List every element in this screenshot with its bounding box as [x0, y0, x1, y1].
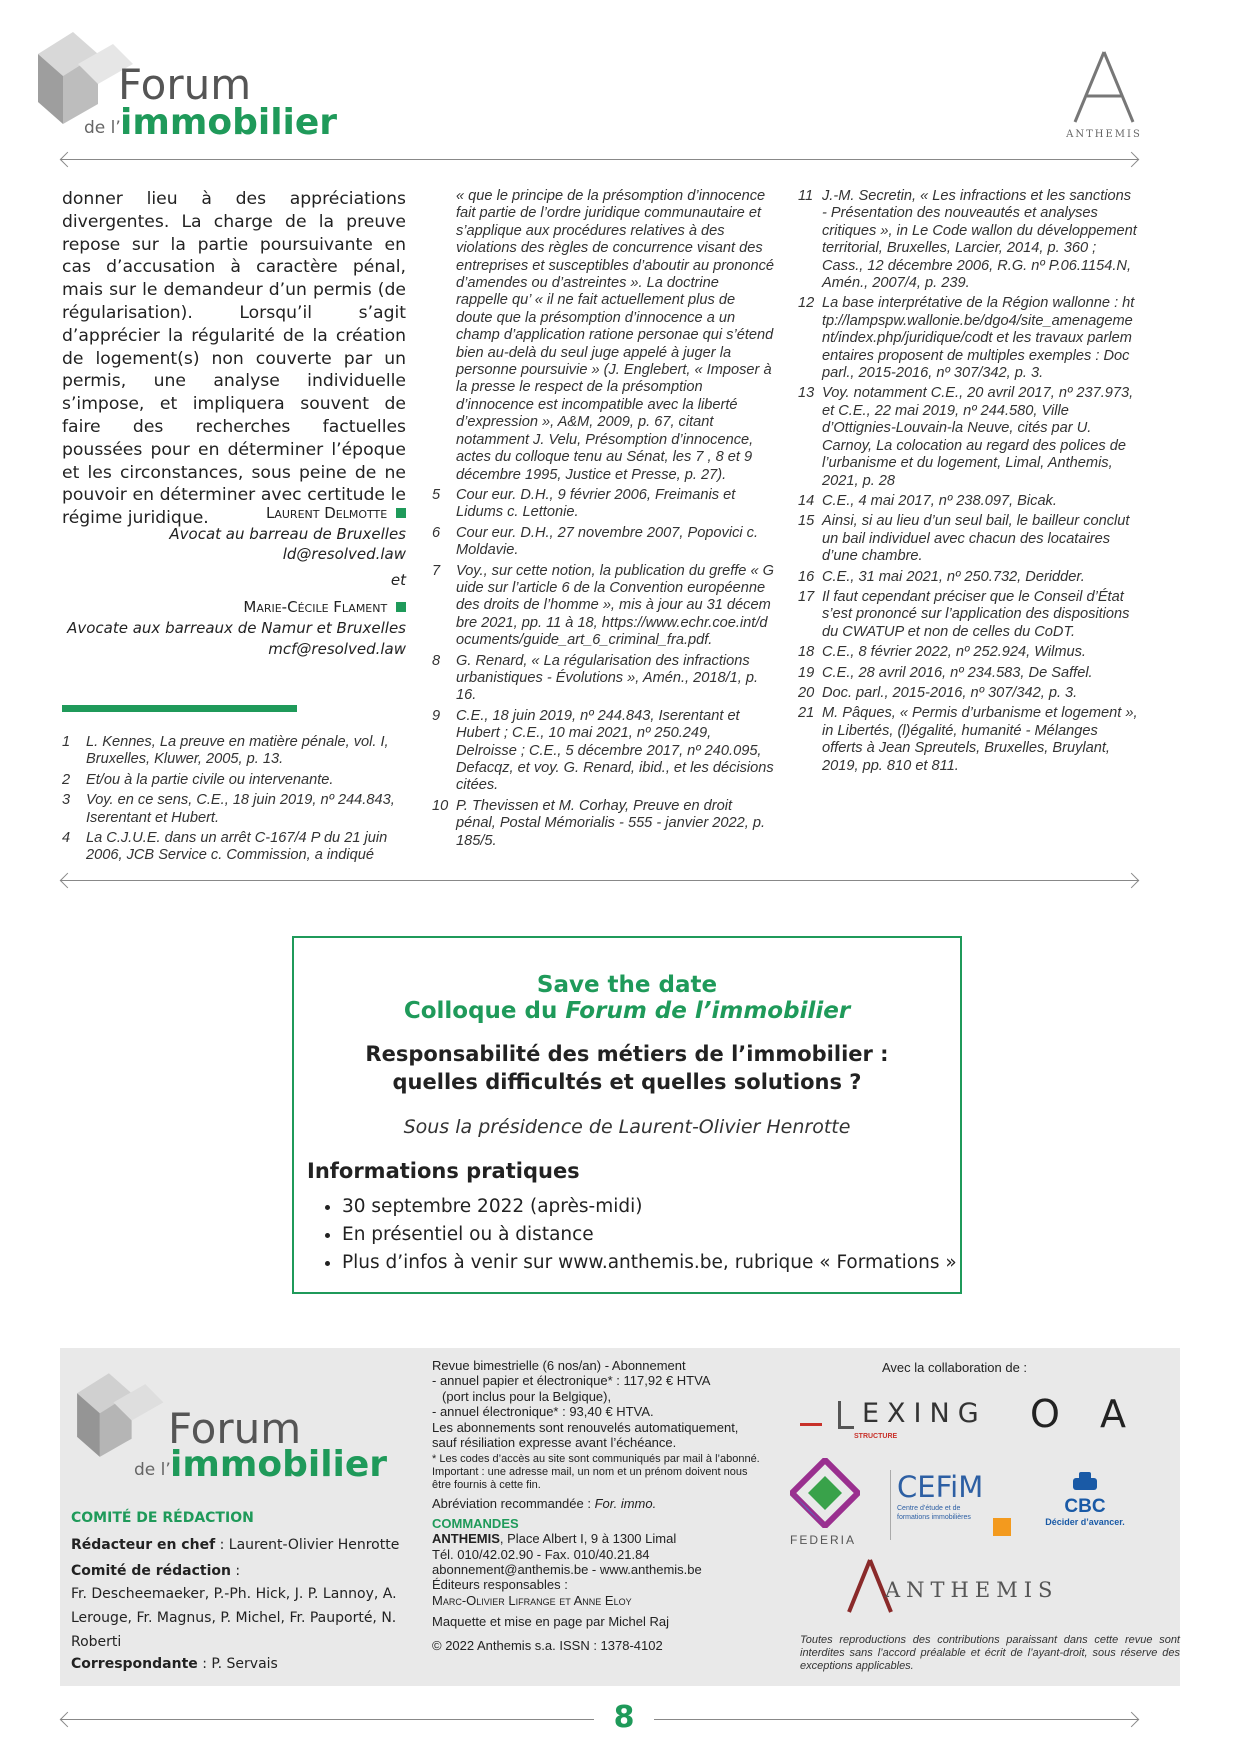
cefim-orange-square [993, 1518, 1011, 1536]
footnotes-col2 [432, 188, 774, 853]
presidence: Sous la présidence de Laurent-Olivier Henrotte [403, 1116, 851, 1138]
author1-email[interactable]: ld@resolved.law [282, 545, 406, 563]
author1-role: Avocat au barreau de Bruxelles [169, 525, 406, 543]
redacteur-label: Rédacteur en chef [71, 1537, 216, 1553]
footer-logo-de: de l’ [134, 1460, 171, 1480]
footnote: 20 Doc. parl., 2015-2016, nº 307/342, p. 3. [798, 684, 1078, 701]
cefim-sub: Centre d’étude et de formations immobilières [897, 1505, 971, 1521]
colloque-heading [294, 998, 960, 1024]
federia-icon [790, 1458, 860, 1528]
revue-line: - annuel électronique* : 93,40 € HTVA. [432, 1404, 654, 1420]
bottom-divider-right-arrow [1124, 1712, 1140, 1728]
info-list [294, 1193, 957, 1277]
correspondante-row [71, 1654, 411, 1675]
anthemis-header-logo [1064, 50, 1144, 146]
top-divider [60, 159, 1138, 160]
redacteur-row [71, 1535, 411, 1556]
lexing-l-base [838, 1426, 854, 1429]
colloque-prefix: Colloque du [403, 998, 566, 1024]
footnote: 6 Cour eur. D.H., 27 novembre 2007, Popovici c. Moldavie. [432, 524, 759, 559]
address: , Place Albert I, 9 à 1300 Limal [499, 1531, 677, 1547]
abreviation-label: Abréviation recommandée : [432, 1496, 595, 1512]
correspondante-label: Correspondante [71, 1656, 198, 1672]
footnote: 8 G. Renard, « La régularisation des infractions urbanistiques - Évolutions », Amén., 2018/1, p. 16. [432, 652, 759, 704]
copyright: © 2022 Anthemis s.a. ISSN : 1378-4102 [432, 1637, 663, 1653]
anthemis-name: ANTHEMIS [432, 1531, 500, 1547]
cbc-text: CBC [1064, 1496, 1106, 1517]
footer-logo-forum: Forum [168, 1404, 302, 1453]
authors-block [62, 504, 406, 664]
lexing-sub: STRUCTURE [854, 1433, 898, 1440]
middle-divider [60, 880, 1138, 881]
subscription-block [432, 1358, 762, 1653]
redacteur-value: : Laurent-Olivier Henrotte [215, 1537, 400, 1553]
abreviation-value: For. immo. [594, 1496, 657, 1512]
footnote: 1 L. Kennes, La preuve en matière pénale, vol. I, Bruxelles, Kluwer, 2005, p. 13. [62, 734, 389, 768]
author2-name: Marie-Cécile Flament [243, 598, 388, 616]
footnote: 17 Il faut cependant préciser que le Conseil d’État s’est prononcé sur l’application des dispositions du CWATUP et non de celles du CoDT. [798, 588, 1130, 640]
footnote: 3 Voy. en ce sens, C.E., 18 juin 2019, nº 244.843, Iserentant et Hubert. [62, 792, 395, 826]
footnote: 10 P. Thevissen et M. Corhay, Preuve en droit pénal, Postal Mémorialis - 555 - janvier 2022, p. 185/5. [432, 797, 766, 849]
colloque-title-2: quelles difficultés et quelles solutions ? [392, 1070, 862, 1094]
cbc-sub: Décider d’avancer. [1045, 1517, 1125, 1527]
green-square-icon [396, 508, 406, 518]
footnote: 16 C.E., 31 mai 2021, nº 250.732, Deridder. [798, 568, 1085, 585]
top-divider-left-arrow [60, 152, 76, 168]
comite-members: Fr. Descheemaeker, P.-Ph. Hick, J. P. Lannoy, A. Lerouge, Fr. Magnus, P. Michel, Fr. Pauporté, N. Roberti [71, 1586, 397, 1650]
lexing-l-bar [838, 1401, 841, 1429]
bottom-divider-left-arrow [60, 1712, 76, 1728]
address-row [432, 1531, 762, 1546]
anthemis-a-icon [1069, 50, 1139, 124]
tel-fax: Tél. 010/42.02.90 - Fax. 010/40.21.84 [432, 1546, 650, 1562]
commandes-heading: COMMANDES [432, 1515, 519, 1531]
cefim-text: CEFiM [897, 1470, 984, 1504]
collab-label: Avec la collaboration de : [882, 1360, 1028, 1375]
authors-and: et [390, 571, 406, 589]
revue-line: (port inclus pour la Belgique), [442, 1388, 612, 1404]
maquette: Maquette et mise en page par Michel Raj [432, 1614, 670, 1630]
colloque-forum: Forum de l’immobilier [565, 998, 851, 1024]
author2-email[interactable]: mcf@resolved.law [268, 640, 406, 658]
abreviation-row [432, 1496, 762, 1511]
list-item[interactable]: • Plus d’infos à venir sur www.anthemis.be, rubrique « Formations » [342, 1249, 957, 1277]
footnote: 7 Voy., sur cette notion, la publication du greffe « Guide sur l’article 6 de la Convention européenne des droits de l’homme », mis à jour au 31 décembre 2021, pp. 11 à 18, https://www.echr.coe.int/documents/guide_art_6_criminal_fra.pdf. [432, 562, 775, 649]
contact-email[interactable]: abonnement@anthemis.be - www.anthemis.be [432, 1562, 702, 1578]
footnote: 9 C.E., 18 juin 2019, nº 244.843, Iserentant et Hubert ; C.E., 10 mai 2021, nº 250.249, Delroisse ; C.E., 5 décembre 2017, nº 240.095, Defacqz, et voy. G. Renard, ibid., et les décisions citées. [432, 707, 774, 794]
footnote: 11 J.-M. Secretin, « Les infractions et les sanctions - Présentation des nouveautés et analyses critiques », in Le Code wallon du développement territorial, Bruxelles, Larcier, 2014, p. 360 ; Cass., 12 décembre 2006, R.G. nº P.06.1154.N, Amén., 2007/4, p. 239. [798, 188, 1137, 292]
comite-row [71, 1561, 411, 1582]
logo-immobilier: immobilier [120, 102, 338, 143]
logo-cube-icon [68, 1366, 168, 1466]
codes-note: * Les codes d’accès au site sont communiqués par mail à l’abonné. Important : une adresse mail, un nom et un prénom doivent nous être fournis à cette fin. [432, 1453, 760, 1492]
save-the-date-heading: Save the date [536, 972, 718, 998]
logo-forum: Forum [118, 60, 252, 109]
revue-line: - annuel papier et électronique* : 117,92 € HTVA [432, 1373, 711, 1389]
revue-line: Revue bimestrielle (6 nos/an) - Abonnement [432, 1358, 686, 1373]
footnote: 4 La C.J.U.E. dans un arrêt C-167/4 P du 21 juin 2006, JCB Service c. Commission, a indiqué [62, 830, 388, 864]
footnote: 19 C.E., 28 avril 2016, nº 234.583, De Saffel. [798, 664, 1093, 681]
disclaimer: Toutes reproductions des contributions paraissant dans cette revue sont interdites sans l’accord préalable et écrit de l’ayant-droit, sous réserve des exceptions applicables. [800, 1634, 1180, 1672]
bottom-divider-left [60, 1719, 594, 1720]
anthemis-footer-logo [845, 1558, 1085, 1618]
article-paragraph: donner lieu à des appréciations divergentes. La charge de la preuve repose sur la partie poursuivante en cas d’accusation à caractère pénal, mais sur le demandeur d’un permis (de régularisation). Lorsqu’il s’agit d’apprécier la régularité de la création de logement(s) non couverte par un permis, une analyse individuelle s’impose, et impliquera souvent de faire des recherches factuelles poussées pour en déterminer l’époque et les circonstances, sous peine de ne pouvoir en déterminer avec certitude le régime juridique. [62, 189, 406, 529]
anthemis-footer-text: ANTHEMIS [885, 1578, 1059, 1602]
comite-label: Comité de rédaction [71, 1563, 231, 1579]
footnote: 14 C.E., 4 mai 2017, nº 238.097, Bicak. [798, 492, 1057, 509]
correspondante-value: : P. Servais [197, 1656, 278, 1672]
middle-divider-left-arrow [60, 873, 76, 889]
comite-block [71, 1508, 411, 1675]
comite-colon: : [230, 1563, 241, 1579]
footnote: 12 La base interprétative de la Région wallonne : http://lampspw.wallonie.be/dgo4/site_amenagement/index.php/juridique/codt et les travaux parlementaires proposent de multiples exemples : Doc parl., 2015-2016, nº 307/342, p. 3. [798, 295, 1135, 382]
footnote: 15 Ainsi, si au lieu d’un seul bail, le bailleur conclut un bail individuel avec chacun des locataires d’une chambre. [798, 513, 1130, 565]
comite-heading: COMITÉ DE RÉDACTION [71, 1510, 254, 1526]
anthemis-header-text: ANTHEMIS [1066, 129, 1142, 140]
footnote-separator [62, 705, 297, 712]
bottom-divider-right [654, 1719, 1138, 1720]
footnote: 21 M. Pâques, « Permis d’urbanisme et logement », in Libertés, (l)égalité, humanité - Mélanges offerts à Jean Spreutels, Bruxelles, Bruylant, 2019, pp. 810 et 811. [798, 705, 1138, 774]
federia-logo [790, 1458, 870, 1548]
federia-text: FEDERIA [790, 1533, 857, 1547]
green-square-icon [396, 602, 406, 612]
middle-divider-right-arrow [1124, 873, 1140, 889]
cbc-icon [1067, 1472, 1103, 1492]
footnotes-col1 [62, 734, 406, 868]
footnote: 13 Voy. notamment C.E., 20 avril 2017, nº 237.973, et C.E., 22 mai 2019, nº 244.580, Ville d’Ottignies-Louvain-la Neuve, cités par U. Carnoy, La colocation au regard des polices de l’urbanisme et du logement, Limal, Anthemis, 2021, p. 28 [798, 385, 1134, 489]
footer-logo-immobilier: immobilier [170, 1444, 388, 1485]
page-number: 8 [613, 1700, 635, 1735]
colloque-title-1: Responsabilité des métiers de l’immobilier : [365, 1042, 889, 1066]
revue-line: Les abonnements sont renouvelés automatiquement, [432, 1419, 739, 1435]
editeurs-label: Éditeurs responsables : [432, 1577, 568, 1593]
revue-line: sauf résiliation expresse avant l’échéance. [432, 1435, 677, 1451]
header-logo [28, 24, 338, 144]
footer-logo [68, 1366, 388, 1485]
lexing-logo [800, 1386, 1000, 1446]
editeurs-names: Marc-Olivier Lifrange et Anne Eloy [432, 1592, 632, 1608]
cefim-logo [890, 1470, 1011, 1540]
oa-logo: O A [1030, 1392, 1140, 1436]
footnote: 2 Et/ou à la partie civile ou intervenante. [62, 771, 334, 788]
colophon [60, 1348, 1180, 1686]
list-item: • 30 septembre 2022 (après-midi) [342, 1193, 957, 1221]
cbc-logo [1040, 1472, 1130, 1542]
author1-name: Laurent Delmotte [266, 504, 388, 522]
footnotes-col3 [798, 188, 1138, 778]
save-the-date-box [292, 936, 962, 1294]
info-title: Informations pratiques [307, 1159, 580, 1183]
author1-name-row [266, 504, 406, 522]
footnote-continuation: « que le principe de la présomption d’innocence fait partie de l’ordre juridique communautaire et s’applique aux procédures relatives à des violations des règles de concurrence visant des entreprises et susceptibles d’aboutir au prononcé d’amendes ou d’astreintes ». La doctrine rappelle qu’ « il ne fait actuellement plus de doute que la présomption d’innocence a un champ d’application ratione personae qui s’étend bien au-delà du seul juge appelé à juger la personne poursuivie » (J. Englebert, « Imposer à la presse le respect de la présomption d’innocence est incompatible avec la liberté d’expression », A&M, 2009, p. 67, citant notamment J. Velu, Présomption d’innocence, actes du colloque tenu au Sénat, les 7 , 8 et 9 décembre 1995, Justice et Presse, p. 27). [456, 188, 775, 483]
lexing-text: EXING [862, 1398, 987, 1429]
footnote: 5 Cour eur. D.H., 9 février 2006, Freimanis et Lidums c. Lettonie. [432, 486, 736, 521]
author2-role: Avocate aux barreaux de Namur et Bruxelles [67, 619, 406, 637]
lexing-mark [800, 1423, 822, 1426]
logo-de: de l’ [84, 118, 121, 138]
list-item: • En présentiel ou à distance [342, 1221, 957, 1249]
footnote: 18 C.E., 8 février 2022, nº 252.924, Wilmus. [798, 644, 1086, 661]
top-divider-right-arrow [1124, 152, 1140, 168]
author2-name-row [243, 598, 406, 616]
